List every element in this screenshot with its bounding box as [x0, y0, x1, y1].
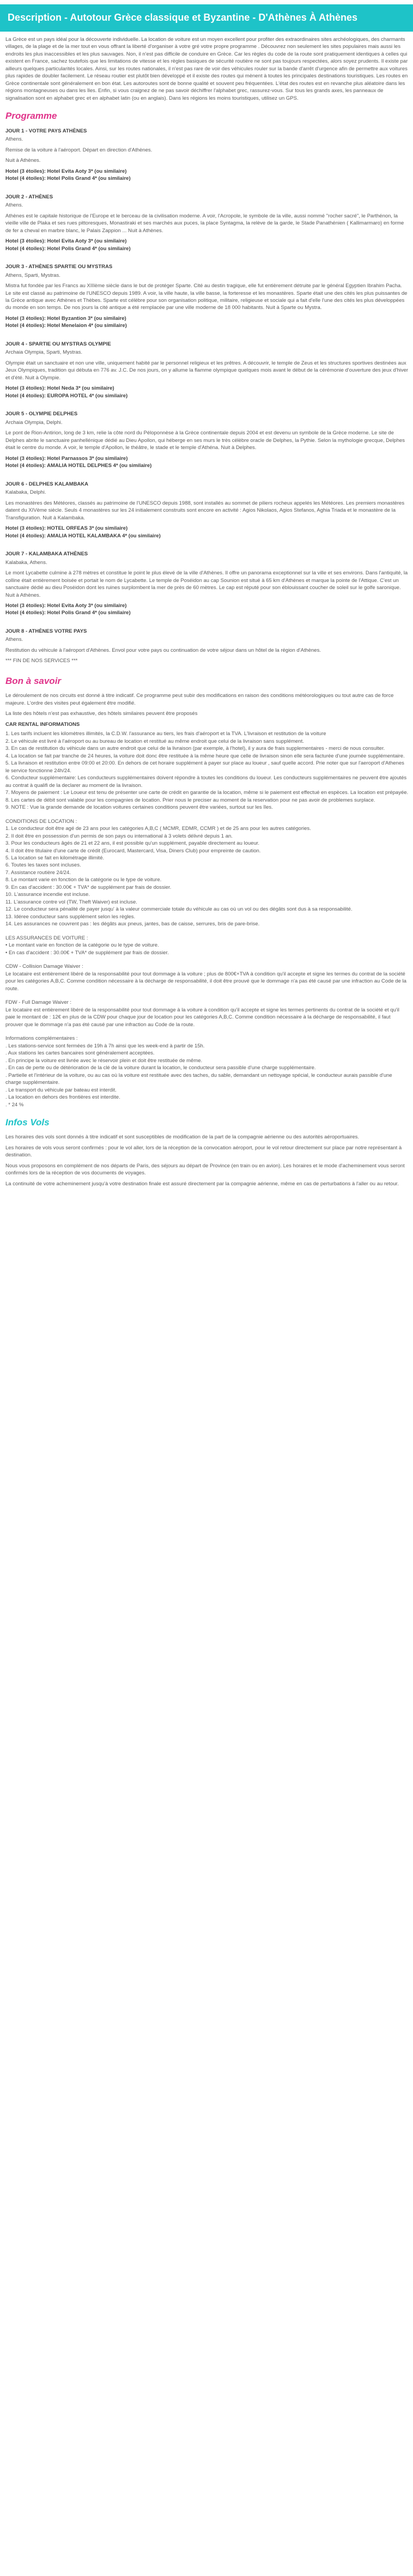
day-block	[5, 628, 409, 665]
day-city: Athens.	[5, 637, 23, 643]
condition-item: 14. Les assurances ne couvrent pas : les dégâts aux pneus, jantes, bas de caisse, serrures, bris de pare-brise.	[5, 921, 260, 928]
day-paragraph: Remise de la voiture à l'aéroport. Départ en direction d'Athènes.	[5, 147, 153, 153]
programme-heading: Programme	[5, 111, 57, 122]
hotel-line: Hotel (4 étoiles): Hotel Menelaion 4* (ou similaire)	[5, 323, 127, 329]
condition-item: 1. Le conducteur doit être agé de 23 ans pour les catégories A,B,C ( MCMR, EDMR, CCMR ) et de 25 ans pour les autres catégories.	[5, 826, 311, 832]
hotel-line: Hotel (3 étoiles): Hotel Evita Aoty 3* (ou similaire)	[5, 238, 127, 245]
bon-paragraph: Le déroulement de nos circuits est donné à titre indicatif. Ce programme peut subir des modifications en raison des conditions météorologiques ou tout autre cas de force majeure. L'ordre des visites peut également être modifié.	[5, 693, 394, 706]
infos-vols-paragraph: Les horaires des vols sont donnés à titre indicatif et sont susceptibles de modification de la part de la compagnie aérienne ou des autorités aéroportuaires.	[5, 1134, 360, 1141]
condition-item: 10. L'assurance incendie est incluse.	[5, 892, 90, 898]
day-hotels	[5, 525, 409, 540]
day-hotels	[5, 455, 409, 470]
conditions-heading: CONDITIONS DE LOCATION :	[5, 818, 77, 825]
day-title: JOUR 4 - SPARTIE OU MYSTRAS OLYMPIE	[5, 341, 111, 347]
rental-item: 7. Moyens de paiement : Le Loueur est tenu de présenter une carte de crédit en garantie de la location, même si le paiement est effectué en espèces. La location est prépayée.	[5, 790, 409, 796]
infos-vols-heading: Infos Vols	[5, 1117, 50, 1128]
hotel-line: Hotel (4 étoiles): AMALIA HOTEL KALAMBAKA 4* (ou similaire)	[5, 532, 161, 539]
infos-vols-paragraph: Les horaires de vols vous seront confirmés : pour le vol aller, lors de la réception de la convocation aéroport, pour le vol retour directement sur place par notre représentant à destination.	[5, 1144, 402, 1159]
condition-item: 13. Idéree conducteur sans supplément selon les règles.	[5, 913, 136, 920]
hotel-line: Hotel (3 étoiles): Hotel Parnassos 3* (ou similaire)	[5, 455, 128, 462]
assurance-item: • En cas d'accident : 30.00€ + TVA* de supplément par frais de dossier.	[5, 949, 169, 956]
info-item: . * 24 %	[5, 1101, 24, 1108]
day-paragraph: Olympie était un sanctuaire et non une ville, uniquement habité par le personnel religieux et les prêtres. A découvrir, le temple de Zeus et les structures sportives destinées aux Jeux Olympiques, tradition qui débuta en 776 av. J.C. De nos jours, on y allume la flamme olympique quelques mois avant le début de la cérémonie d'ouverture des jeux d'hiver et d'été. Nuit à Olympie.	[5, 360, 409, 381]
rental-item: 6. Conducteur supplémentaire: Les conducteurs supplémentaires doivent répondre à toutes les conditions du loueur. Les conducteurs supplémentaires ne peuvent être ajoutés au contrat à qualifi de la declarer au moment de la livraison.	[5, 775, 407, 789]
conditions-list	[5, 825, 409, 928]
day-city: Kalabaka, Delphi.	[5, 489, 46, 496]
car-rental-heading: CAR RENTAL INFORMATIONS	[5, 721, 80, 728]
hotel-line: Hotel (3 étoiles): HOTEL ORFEAS 3* (ou similaire)	[5, 525, 128, 532]
info-list	[5, 1042, 409, 1108]
hotel-line: Hotel (3 étoiles): Hotel Neda 3* (ou similaire)	[5, 385, 114, 392]
day-block	[5, 410, 409, 469]
fdw-text: Le locataire est entièrement libéré de la responsabilité pour tout dommage à la voiture à condition qu'il accepte et signe les termes pertinents du contrat de la société et qu'il paie le montant de : 12€ en plus de la CDW pour chaque jour de location pour les catégories A,B,C. Comme condition nécessaire à la décharge de responsabilité, il faut prouver que le dommage n'a pas été causé par une infraction au Code de la route.	[5, 1007, 399, 1028]
info-item: . Partielle et l'intérieur de la voiture, ou au cas où la voiture est restituée avec des taches, du sable, demandant un nettoyage spécial, le conducteur aurais passible d'une charge supplémentaire.	[5, 1072, 392, 1086]
car-rental-list	[5, 730, 409, 811]
rental-item: 4. La location se fait par tranche de 24 heures, la voiture doit donc être restituée à la même heure que celle de livraison sinon elle sera facturée d'une journée supplémentaire.	[5, 753, 405, 759]
programme-days	[5, 128, 409, 665]
condition-item: 11. L'assurance contre vol (TW, Theft Waiver) est incluse.	[5, 899, 137, 905]
page	[0, 4, 413, 1202]
infos-vols-paragraph: Nous vous proposons en complément de nos départs de Paris, des séjours au départ de Province (en train ou en avion). Les horaires et le mode d'acheminement vous seront confirmés lors de la réception de vos documents de voyages.	[5, 1162, 405, 1177]
day-title: JOUR 7 - KALAMBAKA ATHÈNES	[5, 551, 88, 557]
day-block	[5, 481, 409, 540]
day-hotels	[5, 385, 409, 399]
day-block	[5, 341, 409, 399]
day-block	[5, 128, 409, 183]
day-block	[5, 263, 409, 330]
rental-item: 2. Le véhicule est livré à l'aéroport ou au bureau de location et restitué au même endroit que celui de la livraison sans supplément.	[5, 738, 304, 744]
cdw-text: Le locataire est entièrement libéré de la responsabilité pour tout dommage à la voiture ; plus de 800€+TVA à condition qu'il accepte et signe les termes du contrat de la société pour les catégories A,B,C. Comme condition nécessaire à la décharge de responsabilité, il doit être prouvé que le dommage n'a pas été causé par une infraction au Code de la route.	[5, 971, 406, 992]
condition-item: 12. Le conducteur sera pénalité de payer jusqu' à la valeur commerciale totale du véhicule au cas où un vol ou des dégâts sont dus à sa responsabilité.	[5, 906, 353, 913]
condition-item: 4. Il doit être titulaire d'une carte de crédit (Eurocard, Mastercard, Visa, Diners Club) pour empreinte de caution.	[5, 847, 261, 854]
day-paragraph: Nuit à Athènes.	[5, 157, 41, 164]
rental-item: 9. NOTE : Vue la grande demande de location voitures certaines conditions peuvent être variées, surtout sur les îles.	[5, 804, 273, 811]
intro-paragraph: La Grèce est un pays idéal pour la découverte individuelle. La location de voiture est un moyen excellent pour profiter des extraordinaires sites archéologiques, des charmants villages, de la plage et de la mer tout en vous offrant la liberté d'organiser à votre gré votre propre programme . Découvrez non seulement les sites populaires mais aussi les endroits les plus inaccessibles et les plus sauvages. Non, il n'est pas difficile de conduire en Grèce. Car les règles du code de la route sont pratiquement identiques à celles qui existent en France, sachez toutefois que les limitations de vitesse et les règles basiques de sécurité routière ne sont pas toujours respectées, alors soyez prudents. Il existe par ailleurs quelques particularités locales. Ainsi, sur les routes nationales, il n'est pas rare de voir des véhicules rouler sur la bande d'arrêt d'urgence afin de permettre aux voitures plus rapides de doubler facilement. Le réseau routier est plutôt bien développé et il existe des routes qui mènent à toutes les principales destinations touristiques. Les routes en Grèce continentale sont généralement en bon état. Les autoroutes sont de bonne qualité et souvent peu fréquentées. L'état des routes est en revanche plus aléatoire dans les régions montagneuses ou dans les îles. Enfin, si vous craignez de ne pas savoir déchiffrer l'alphabet grec, rassurez-vous. Sur tous les grands axes, les panneaux de signalisation sont en alphabet grec et en alphabet latin (ou en anglais). Dans les régions les moins touristiques, utilisez un GPS.	[5, 37, 408, 101]
day-city: Athens.	[5, 136, 23, 143]
day-paragraph: *** FIN DE NOS SERVICES ***	[5, 658, 78, 664]
day-title: JOUR 6 - DELPHES KALAMBAKA	[5, 481, 89, 487]
info-item: . La location en dehors des frontières est interdite.	[5, 1094, 120, 1101]
condition-item: 9. En cas d'accident : 30.00€ + TVA* de supplément par frais de dossier.	[5, 884, 172, 890]
rental-item: 5. La livraison et restitution entre 09:00 et 20:00. En dehors de cet horaire supplément à payer sur place au loueur , sauf quelle accord. Prie noter que sur l'aeroport d'Athenes le service fonctionne 24h/24.	[5, 760, 404, 774]
info-item: . Aux stations les cartes bancaires sont généralement acceptées.	[5, 1050, 155, 1057]
bon-paragraph: La liste des hôtels n'est pas exhaustive, des hôtels similaires peuvent être proposés	[5, 711, 198, 717]
bon-a-savoir-heading: Bon à savoir	[5, 675, 62, 686]
rental-item: 1. Les tarifs incluent les kilomètres illimités, la C.D.W. l'assurance au tiers, les frais d'aéroport et la TVA. L'livraison et restitution de la voiture	[5, 731, 326, 737]
day-paragraph: Mistra fut fondée par les Francs au XIIIème siècle dans le but de protéger Sparte. Cité au destin tragique, elle fut entièrement détruite par le général Egyptien Ibrahim Pacha. Le site est classé au patrimoine de l'UNESCO depuis 1989. A voir, la ville haute, la ville basse, la forteresse et les monastères. Sparte était une des cités les plus puissantes de la Grèce antique avec Athènes et Thèbes. Sparte est célèbre pour son organisation politique, militaire, religieuse et sociale qui a fait d'elle l'une des cités les plus développées du monde en son temps. De nos jours la cité antique a été remplacée par une ville moderne de 18 000 habitants. Nuit à Sparte ou Mystra.	[5, 283, 408, 311]
condition-item: 3. Pour les conducteurs âgés de 21 et 22 ans, il est possible qu'un supplément, payable directement au loueur.	[5, 840, 260, 847]
condition-item: 6. Toutes les taxes sont incluses.	[5, 862, 81, 869]
rental-item: 8. Les cartes de débit sont valable pour les compagnies de location. Prier nous le preciser au moment de la reservation pour ne pas avoir de problemes surplace.	[5, 797, 375, 803]
hotel-line: Hotel (4 étoiles): AMALIA HOTEL DELPHES 4* (ou similaire)	[5, 463, 152, 469]
day-hotels	[5, 315, 409, 330]
day-paragraph: Le pont de Rion-Antirion, long de 3 km, relie la côte nord du Péloponnèse à la Grèce continentale depuis 2004 et est devenu un symbole de la Grèce moderne. Le site de Delphes abrite le sanctuaire panhellénique dédié au Dieu Apollon, qui héberge en ses murs le très célèbre oracle de Delphes, la Pythie. Selon la mythologie grecque, Delphes était le centre du monde. A voir, le temple d'Apollon, le théâtre, le stade et le temple d'Athéna. Nuit à Delphes.	[5, 430, 405, 451]
rental-item: 3. En cas de restitution du véhicule dans un autre endroit que celui de la livraison (par exemple, à l'hotel), il y aura de frais supplementaires - merci de nous consulter.	[5, 745, 385, 752]
main-content	[0, 32, 413, 1202]
hotel-line: Hotel (4 étoiles): EUROPA HOTEL 4* (ou similaire)	[5, 392, 128, 399]
info-item: . Le transport du véhicule par bateau est interdit.	[5, 1087, 117, 1093]
day-paragraph: Athènes est le capitale historique de l'Europe et le berceau de la civilisation moderne. A voir, l'Acropole, le symbole de la ville, aussi nommé "rocher sacré", le Parthénon, la vieille ville de Plaka et ses rues pittoresques, Monastiraki et ses marchés aux puces, la place Syntagma, la relève de la garde, le Stade Panathénien ( Kallimarmaro) en forme de fer a cheval en marbre blanc, le Palais Zappion ... Nuit à Athènes.	[5, 213, 404, 234]
condition-item: 2. Il doit être en possession d'un permis de son pays ou international à 3 volets délivré depuis 1 an.	[5, 833, 233, 839]
day-title: JOUR 3 - ATHÈNES SPARTIE OU MYSTRAS	[5, 264, 113, 270]
assurances-list	[5, 942, 409, 956]
day-city: Athens, Sparti, Mystras.	[5, 272, 60, 278]
assurances-heading: LES ASSURANCES DE VOITURE :	[5, 935, 88, 941]
info-item: . En principe la voiture est livrée avec le réservoir plein et doit être restituée de même.	[5, 1057, 203, 1064]
info-item: . En cas de perte ou de détérioration de la clé de la voiture durant la location, le conducteur sera passible d'une charge supplémentaire.	[5, 1065, 316, 1071]
info-item: . Les stations-service sont fermées de 19h à 7h ainsi que les week-end à partir de 15h.	[5, 1042, 205, 1049]
hotel-line: Hotel (3 étoiles): Hotel Evita Aoty 3* (ou similaire)	[5, 603, 127, 609]
assurance-item: • Le montant varie en fonction de la catégorie ou le type de voiture.	[5, 942, 159, 949]
day-title: JOUR 8 - ATHÈNES VOTRE PAYS	[5, 628, 87, 634]
day-city: Archaia Olympia, Delphi.	[5, 419, 63, 426]
day-hotels	[5, 238, 409, 252]
day-title: JOUR 2 - ATHÈNES	[5, 193, 53, 200]
condition-item: 5. La location se fait en kilométrage illimité.	[5, 854, 105, 861]
hotel-line: Hotel (3 étoiles): Hotel Evita Aoty 3* (ou similaire)	[5, 168, 127, 174]
day-paragraph: Le mont Lycabette culmine à 278 mètres et constitue le point le plus élevé de la ville d'Athènes. Il offre un panorama exceptionnel sur la ville et ses environs. Dans l'antiquité, la colline était entièrement boisée et portait le nom de Lycabette. Le temple de Poséidon au cap Sounion est situé à 65 km d'Athènes et marque la pointe de l'Attique. C'est un sanctuaire dédié au dieu Poséidon dont les ruines surplombent la mer de près de 60 mètres. Le cap est réputé pour son éblouissant coucher de soleil sur le golfe saronique. Nuit à Athènes.	[5, 570, 408, 598]
day-hotels	[5, 602, 409, 617]
day-title: JOUR 1 - VOTRE PAYS ATHÈNES	[5, 128, 87, 134]
page-title-banner: Description - Autotour Grèce classique et Byzantine - D'Athènes À Athènes	[0, 4, 413, 32]
day-paragraph: Restitution du véhicule à l'aéroport d'Athènes. Envol pour votre pays ou continuation de votre séjour dans un hôtel de la région d'Athènes.	[5, 647, 321, 653]
fdw-heading: FDW - Full Damage Waiver :	[5, 999, 72, 1006]
day-block	[5, 193, 409, 252]
day-city: Kalabaka, Athens.	[5, 559, 47, 566]
condition-item: 8. Le montant varie en fonction de la catégorie ou le type de voiture.	[5, 877, 162, 883]
day-city: Archaia Olympia, Sparti, Mystras.	[5, 349, 82, 356]
day-city: Athens.	[5, 202, 23, 209]
infos-vols-list	[5, 1134, 409, 1187]
hotel-line: Hotel (4 étoiles): Hotel Polis Grand 4* (ou similaire)	[5, 610, 131, 616]
cdw-heading: CDW - Collision Damage Waiver :	[5, 963, 83, 970]
infos-vols-paragraph: La continuité de votre acheminement jusqu'à votre destination finale est assuré directement par la compagnie aérienne, même en cas de perturbations à l'aller ou au retour.	[5, 1180, 399, 1187]
condition-item: 7. Assistance routière 24/24.	[5, 869, 71, 876]
day-hotels	[5, 168, 409, 183]
day-title: JOUR 5 - OLYMPIE DELPHES	[5, 411, 78, 417]
hotel-line: Hotel (4 étoiles): Hotel Polis Grand 4* (ou similaire)	[5, 175, 131, 182]
day-paragraph: Les monastères des Météores, classés au patrimoine de l'UNESCO depuis 1988, sont installés au sommet de piliers rocheux appelés les Météores. Les premiers monastères datent du XIVème siècle. Seuls 4 monastères sur les 24 initialement construits sont encore en activité : Agios Nikolaos, Agios Stefanos, Aghia Triada et le monastère de la Transfiguration. Nuit à Kalambaka.	[5, 500, 405, 521]
info-heading: Informations complémentaires :	[5, 1035, 78, 1042]
hotel-line: Hotel (3 étoiles): Hotel Byzantion 3* (ou similaire)	[5, 315, 126, 322]
day-block	[5, 550, 409, 617]
hotel-line: Hotel (4 étoiles): Hotel Polis Grand 4* (ou similaire)	[5, 245, 131, 252]
